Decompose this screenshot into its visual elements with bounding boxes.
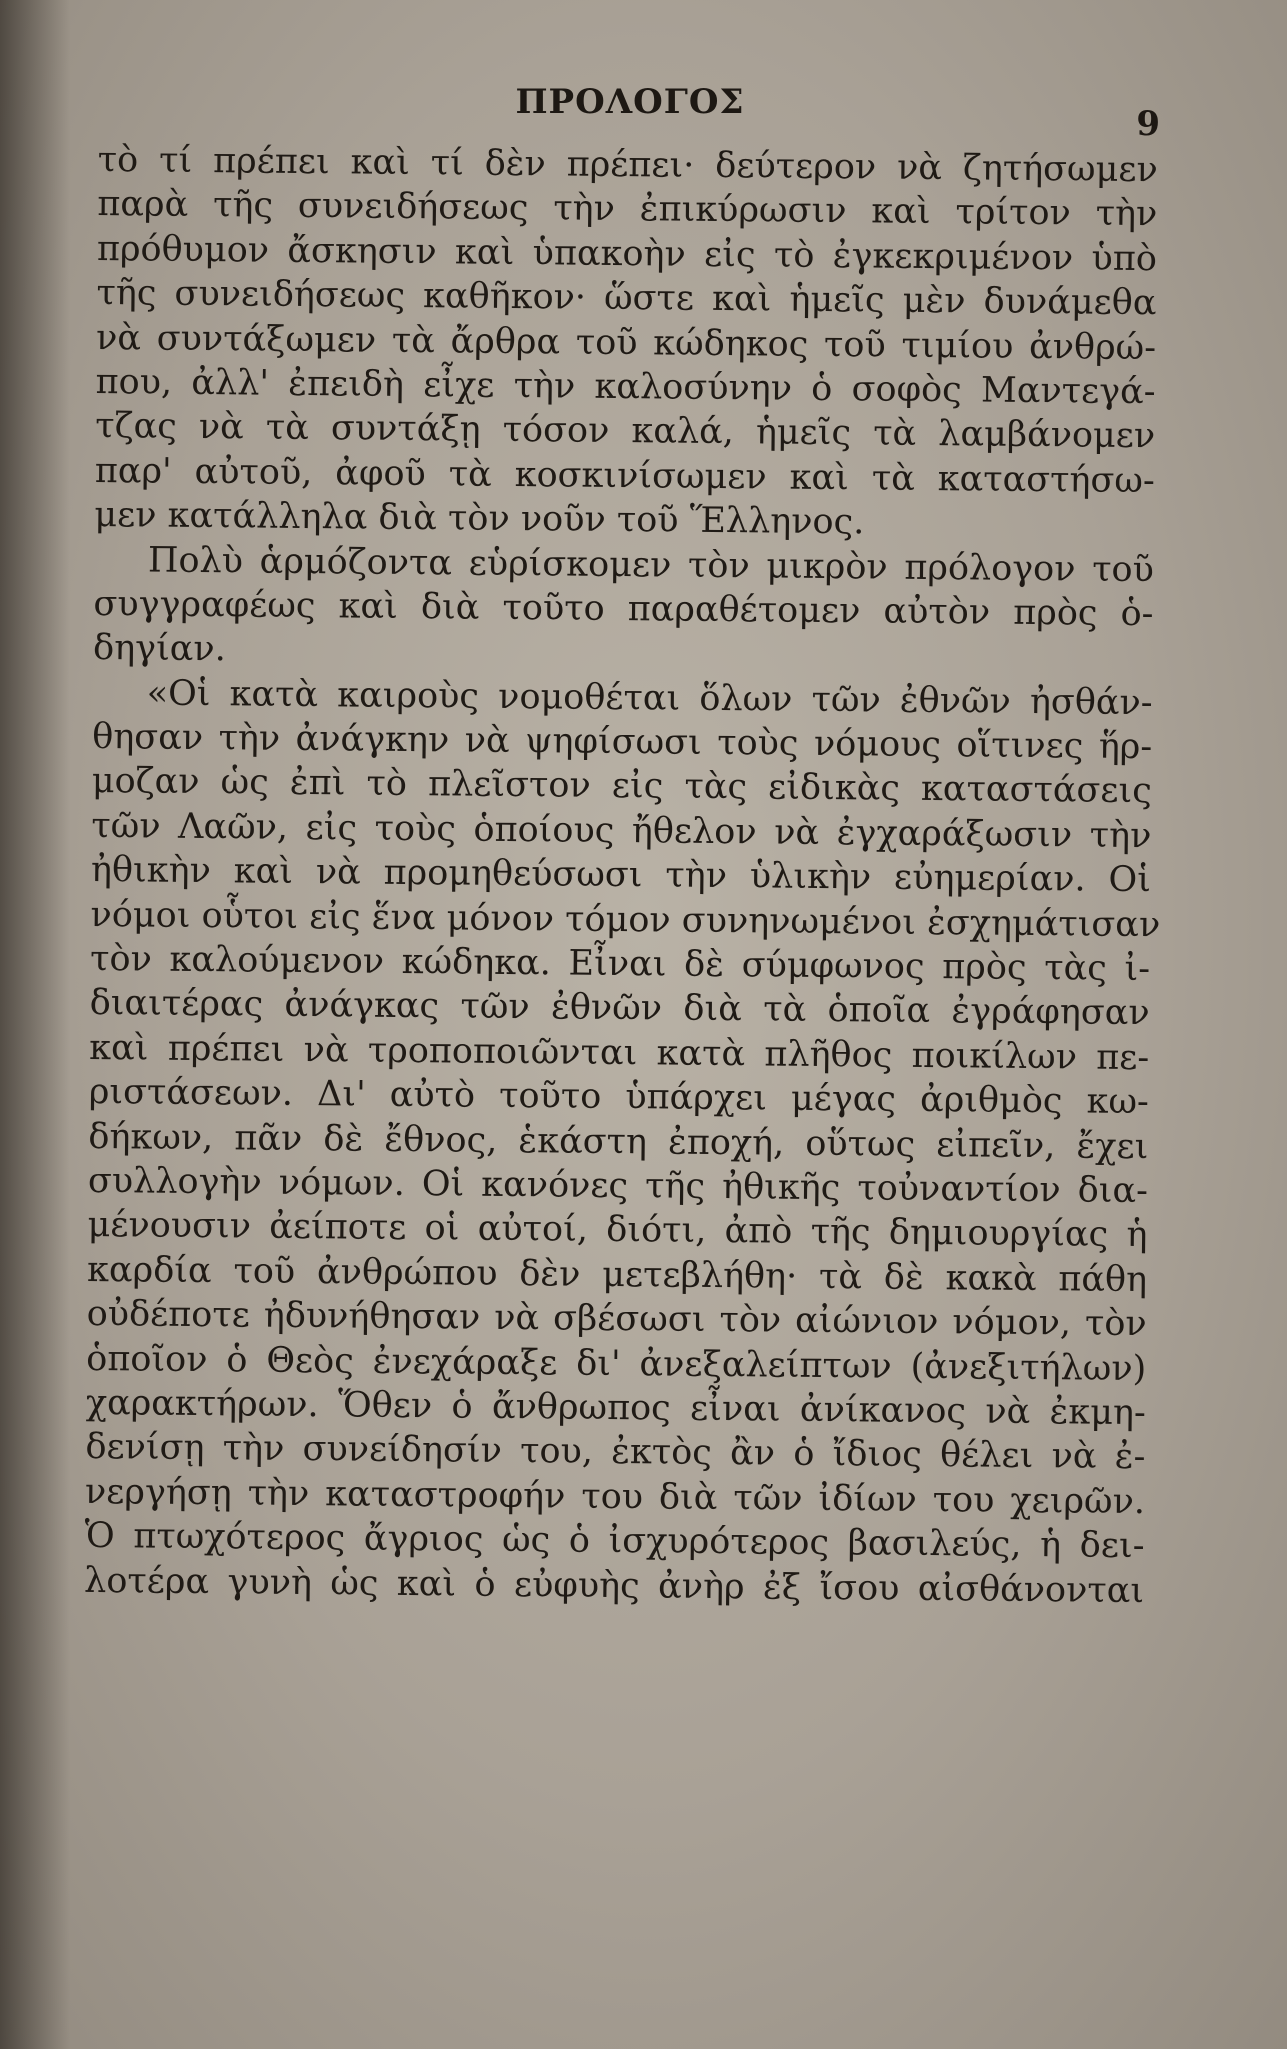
- text-line: μεν κατάλληλα διὰ τὸν νοῦν τοῦ Ἕλληνος.: [94, 495, 865, 543]
- text-line: συλλογὴν νόμων. Οἱ κανόνες τῆς ἠθικῆς τοὐναντίον δια-: [87, 1160, 1149, 1212]
- text-line: που, ἀλλ' ἐπειδὴ εἶχε τὴν καλοσύνην ὁ σοφὸς Μαντεγά-: [95, 361, 1156, 413]
- text-line: δενίσῃ τὴν συνείδησίν του, ἐκτὸς ἂν ὁ ἴδιος θέλει νὰ ἐ-: [85, 1427, 1146, 1478]
- text-line: τὸ τί πρέπει καὶ τί δὲν πρέπει· δεύτερον νὰ ζητήσωμεν: [97, 139, 1158, 191]
- paragraph-first-line: Πολὺ ἁρμόζοντα εὑρίσκομεν τὸν μικρὸν πρόλογον τοῦ: [147, 540, 1155, 590]
- text-line: Ὁ πτωχότερος ἄγριος ὡς ὁ ἰσχυρότερος βασιλεύς, ἡ δει-: [84, 1516, 1145, 1567]
- page-number: 9: [1136, 104, 1160, 144]
- text-line: δηγίαν.: [92, 628, 227, 670]
- text-line: πρόθυμον ἄσκησιν καὶ ὑπακοὴν εἰς τὸ ἐγκεκριμένον ὑπὸ: [96, 228, 1158, 279]
- text-line: καρδία τοῦ ἀνθρώπου δὲν μετεβλήθη· τὰ δὲ κακὰ πάθη: [86, 1249, 1148, 1300]
- text-line: οὐδέποτε ἠδυνήθησαν νὰ σβέσωσι τὸν αἰώνιον νόμον, τὸν: [86, 1294, 1147, 1345]
- text-line: παρ' αὐτοῦ, ἀφοῦ τὰ κοσκινίσωμεν καὶ τὰ καταστήσω-: [94, 450, 1155, 501]
- text-line: νὰ συντάξωμεν τὰ ἄρθρα τοῦ κώδηκος τοῦ τιμίου ἀνθρώ-: [95, 317, 1157, 368]
- text-line: δήκων, πᾶν δὲ ἔθνος, ἑκάστη ἐποχή, οὕτως εἰπεῖν, ἔχει: [88, 1116, 1149, 1167]
- spine-shadow: [0, 0, 70, 2049]
- running-title: ΠΡΟΛΟΓΟΣ: [515, 82, 745, 122]
- text-line: συγγραφέως καὶ διὰ τοῦτο παραθέτομεν αὐτὸν πρὸς ὁ-: [93, 583, 1154, 635]
- text-line: λοτέρα γυνὴ ὡς καὶ ὁ εὐφυὴς ἀνὴρ ἐξ ἴσου αἰσθάνονται: [83, 1560, 1145, 1611]
- page-header: [100, 82, 1160, 144]
- text-line: τῆς συνειδήσεως καθῆκον· ὥστε καὶ ἡμεῖς μὲν δυνάμεθα: [96, 273, 1157, 324]
- text-line: τζας νὰ τὰ συντάξῃ τόσον καλά, ἡμεῖς τὰ λαμβάνομεν: [95, 406, 1156, 457]
- text-line: καὶ πρέπει νὰ τροποποιῶνται κατὰ πλῆθος ποικίλων πε-: [89, 1027, 1150, 1078]
- paragraph-first-line: «Οἱ κατὰ καιροὺς νομοθέται ὅλων τῶν ἐθνῶν ἠσθάν-: [146, 673, 1153, 723]
- text-line: παρὰ τῆς συνειδήσεως τὴν ἐπικύρωσιν καὶ τρίτον τὴν: [97, 184, 1158, 235]
- text-line: θησαν τὴν ἀνάγκην νὰ ψηφίσωσι τοὺς νόμους οἵτινες ἥρ-: [92, 717, 1153, 768]
- text-line: νόμοι οὗτοι εἰς ἕνα μόνον τόμον συνηνωμένοι ἐσχημάτισαν: [90, 894, 1161, 945]
- text-line: ἠθικὴν καὶ νὰ προμηθεύσωσι τὴν ὑλικὴν εὐημερίαν. Οἱ: [90, 850, 1152, 901]
- body-text: [83, 138, 1161, 1613]
- text-line: νεργήσῃ τὴν καταστροφήν του διὰ τῶν ἰδίων του χειρῶν.: [84, 1471, 1146, 1522]
- text-line: ὁποῖον ὁ Θεὸς ἐνεχάραξε δι' ἀνεξαλείπτων (ἀνεξιτήλων): [86, 1338, 1147, 1389]
- text-line: ριστάσεων. Δι' αὐτὸ τοῦτο ὑπάρχει μέγας ἀριθμὸς κω-: [88, 1072, 1149, 1123]
- text-line: τῶν Λαῶν, εἰς τοὺς ὁποίους ἤθελον νὰ ἐγχαράξωσιν τὴν: [91, 805, 1152, 857]
- text-line: διαιτέρας ἀνάγκας τῶν ἐθνῶν διὰ τὰ ὁποῖα ἐγράφησαν: [89, 983, 1150, 1034]
- text-line: χαρακτήρων. Ὅθεν ὁ ἄνθρωπος εἶναι ἀνίκανος νὰ ἐκμη-: [85, 1382, 1147, 1434]
- text-line: μοζαν ὡς ἐπὶ τὸ πλεῖστον εἰς τὰς εἰδικὰς καταστάσεις: [91, 761, 1152, 812]
- text-line: μένουσιν ἀείποτε οἱ αὐτοί, διότι, ἀπὸ τῆς δημιουργίας ἡ: [87, 1205, 1148, 1256]
- text-line: τὸν καλούμενον κώδηκα. Εἶναι δὲ σύμφωνος πρὸς τὰς ἰ-: [89, 938, 1151, 990]
